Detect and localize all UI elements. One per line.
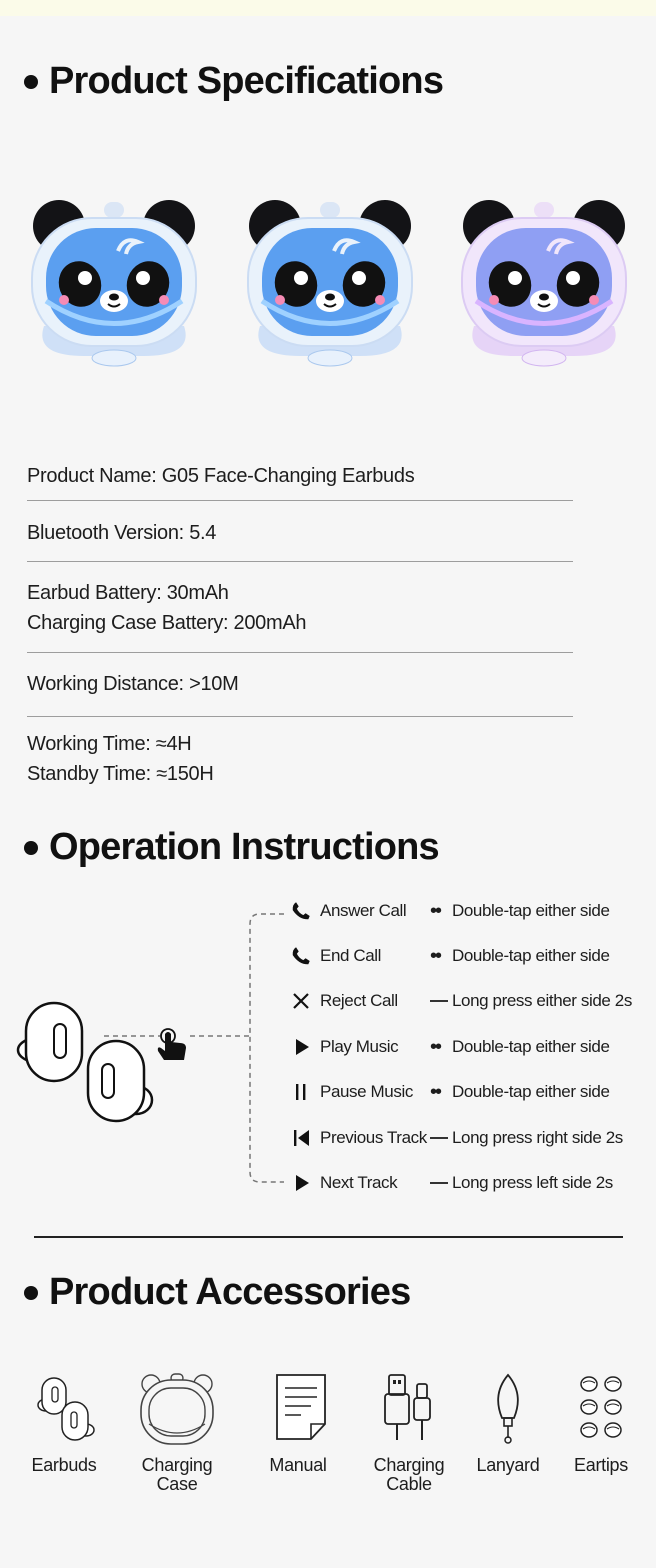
spec-line: Product Name: G05 Face-Changing Earbuds: [27, 465, 415, 487]
divider: [27, 652, 573, 653]
operation-action: Double-tap either side: [452, 1037, 610, 1056]
panda-earbuds-purple-image: [454, 196, 634, 372]
accessory-label: Charging Cable: [373, 1455, 445, 1494]
operation-title: Operation Instructions: [49, 826, 439, 868]
divider: [27, 716, 573, 717]
accessory-charging-cable: [359, 1372, 459, 1442]
x-icon: [288, 988, 314, 1014]
accessory-eartips: [551, 1372, 651, 1442]
divider: [27, 561, 573, 562]
double-tap-marker: ••: [430, 1080, 441, 1103]
spec-bluetooth-version: [27, 518, 573, 548]
double-tap-marker: ••: [430, 1035, 441, 1058]
operation-row-play-music: [288, 1033, 610, 1061]
operation-label: End Call: [320, 946, 382, 965]
earbuds-touch-diagram: [14, 900, 290, 1200]
spec-line: Charging Case Battery: 200mAh: [27, 612, 307, 634]
manual-icon: [271, 1372, 331, 1442]
operation-label: Previous Track: [320, 1128, 427, 1147]
operation-label: Answer Call: [320, 901, 407, 920]
accessory-lanyard: [458, 1372, 558, 1444]
operation-action: Double-tap either side: [452, 946, 610, 965]
play-icon: [288, 1034, 314, 1060]
accessories-title: Product Accessories: [49, 1271, 411, 1313]
spec-battery: [27, 578, 573, 638]
spec-line: Earbud Battery: 30mAh: [27, 582, 229, 604]
operation-action: Long press either side 2s: [452, 991, 632, 1010]
charging-cable-icon: [379, 1372, 439, 1442]
spec-product-name: [27, 461, 573, 491]
accessory-label: Earbuds: [31, 1455, 97, 1475]
panda-earbuds-blue-image-1: [24, 196, 204, 372]
specifications-title: Product Specifications: [49, 60, 444, 102]
operation-row-next-track: [288, 1169, 613, 1197]
play-icon: [288, 1170, 314, 1196]
pause-icon: [288, 1079, 314, 1105]
operation-action: Double-tap either side: [452, 1082, 610, 1101]
panda-earbuds-blue-image-2: [240, 196, 420, 372]
operation-row-answer-call: [288, 897, 610, 925]
long-press-marker: [430, 1182, 452, 1184]
spec-line: Working Time: ≈4H: [27, 733, 192, 755]
operation-action: Double-tap either side: [452, 901, 610, 920]
bullet-icon: [24, 841, 38, 855]
accessory-manual: [251, 1372, 351, 1442]
tap-hand-icon: [158, 1029, 186, 1060]
operation-label: Next Track: [320, 1173, 398, 1192]
operation-row-previous-track: [288, 1124, 623, 1152]
bullet-icon: [24, 1286, 38, 1300]
phone-icon: [288, 943, 314, 969]
spec-working-distance: [27, 669, 573, 699]
spec-line: Bluetooth Version: 5.4: [27, 522, 217, 544]
spec-line: Working Distance: >10M: [27, 673, 239, 695]
accessory-charging-case: [127, 1372, 227, 1448]
accessory-label: Manual: [269, 1455, 327, 1475]
phone-icon: [288, 898, 314, 924]
accessories-heading: [24, 1271, 410, 1314]
operation-row-end-call: [288, 942, 610, 970]
operation-label: Pause Music: [320, 1082, 413, 1101]
operation-heading: [24, 826, 439, 869]
accessory-earbuds: [14, 1372, 114, 1442]
operation-label: Play Music: [320, 1037, 399, 1056]
charging-case-icon: [137, 1372, 217, 1448]
double-tap-marker: ••: [430, 899, 441, 922]
spec-line: Standby Time: ≈150H: [27, 763, 214, 785]
accessory-label: Lanyard: [476, 1455, 540, 1475]
long-press-marker: [430, 1000, 452, 1002]
earbuds-icon: [24, 1372, 104, 1442]
accessory-label: Charging Case: [141, 1455, 213, 1494]
double-tap-marker: ••: [430, 944, 441, 967]
accessory-label: Eartips: [574, 1455, 628, 1475]
eartips-icon: [571, 1372, 631, 1442]
left-earbud-icon: [18, 1003, 82, 1081]
spec-working-time: [27, 729, 573, 789]
section-divider: [34, 1236, 623, 1238]
previous-icon: [288, 1125, 314, 1151]
operation-label: Reject Call: [320, 991, 398, 1010]
specifications-heading: [24, 60, 443, 103]
bullet-icon: [24, 75, 38, 89]
top-banner-strip: [0, 0, 656, 16]
operation-action: Long press right side 2s: [452, 1128, 623, 1147]
lanyard-icon: [488, 1372, 528, 1444]
divider: [27, 500, 573, 501]
right-earbud-icon: [88, 1041, 152, 1121]
operation-row-pause-music: [288, 1078, 610, 1106]
operation-row-reject-call: [288, 987, 632, 1015]
operation-action: Long press left side 2s: [452, 1173, 613, 1192]
long-press-marker: [430, 1137, 452, 1139]
